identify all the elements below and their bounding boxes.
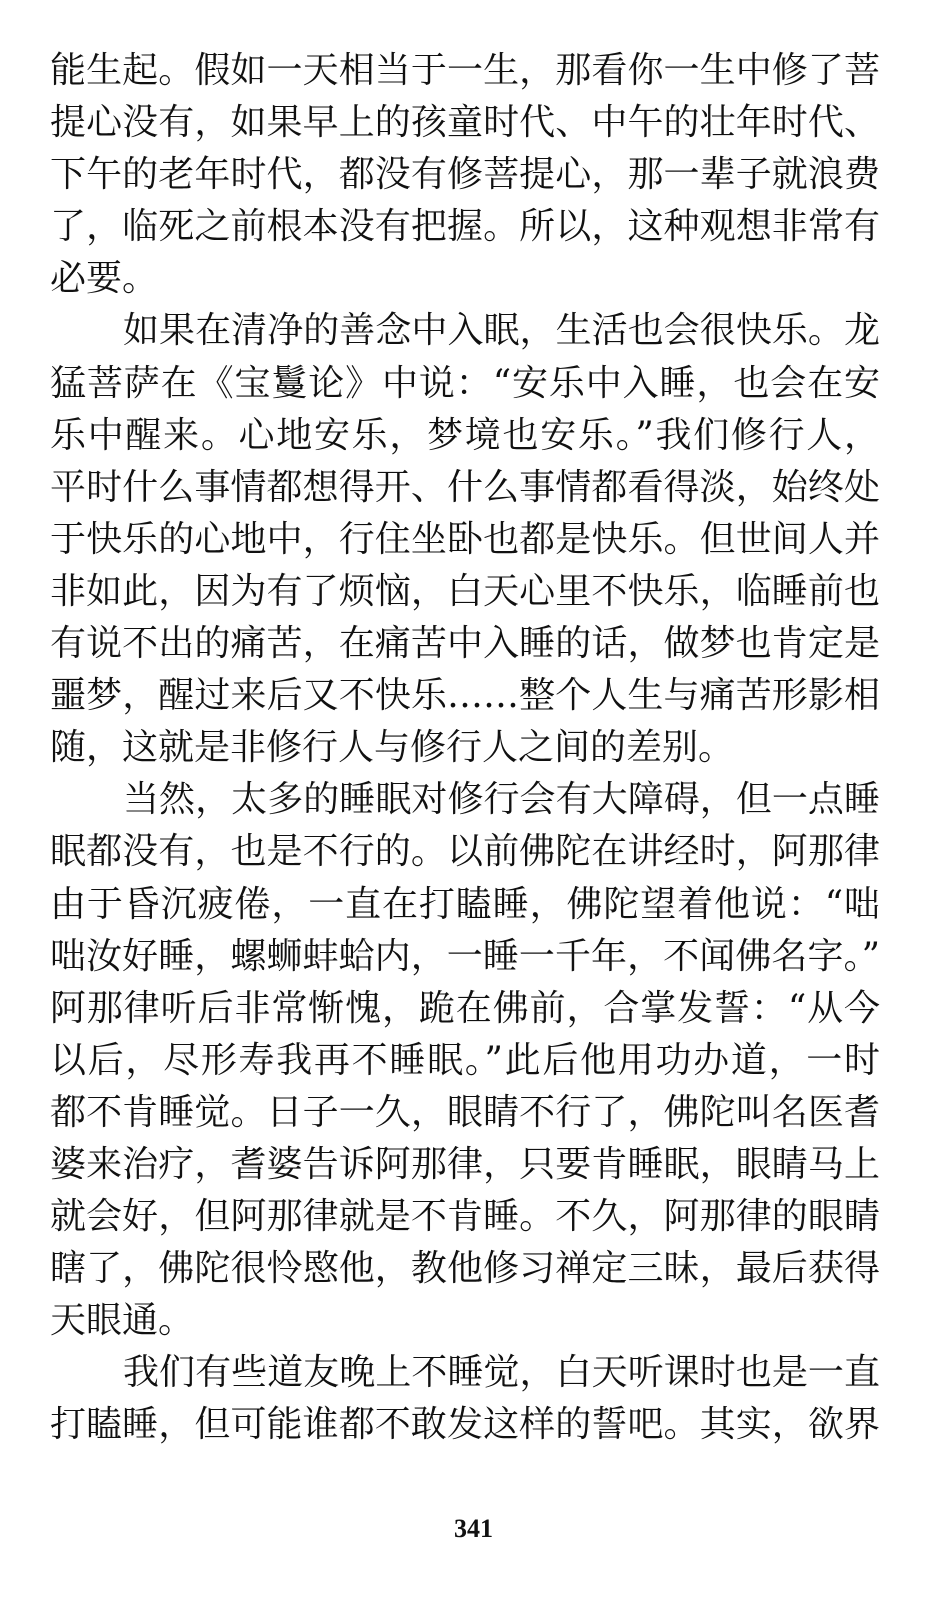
text-line: 当然，太多的睡眠对修行会有大障碍，但一点睡 bbox=[123, 779, 880, 821]
paragraph bbox=[50, 45, 880, 305]
text-line: 下午的老年时代，都没有修菩提心，那一辈子就浪费 bbox=[50, 154, 880, 196]
text-line: 瞎了，佛陀很怜愍他，教他修习禅定三昧，最后获得 bbox=[50, 1248, 880, 1290]
text-line: 于快乐的心地中，行住坐卧也都是快乐。但世间人并 bbox=[50, 518, 880, 560]
text-line: 都不肯睡觉。日子一久，眼睛不行了，佛陀叫名医耆 bbox=[50, 1091, 880, 1133]
paragraph bbox=[50, 1347, 880, 1451]
text-line: 随，这就是非修行人与修行人之间的差别。 bbox=[50, 727, 735, 769]
text-line: 咄汝好睡，螺蛳蚌蛤内，一睡一千年，不闻佛名字。” bbox=[50, 935, 880, 977]
text-line: 噩梦，醒过来后又不快乐……整个人生与痛苦形影相 bbox=[50, 675, 880, 717]
paragraph bbox=[50, 305, 880, 774]
paragraph bbox=[50, 774, 880, 1347]
body-text bbox=[50, 45, 880, 1452]
text-line: 必要。 bbox=[50, 258, 159, 300]
text-line: 有说不出的痛苦，在痛苦中入睡的话，做梦也肯定是 bbox=[50, 623, 880, 665]
text-line: 非如此，因为有了烦恼，白天心里不快乐，临睡前也 bbox=[50, 570, 880, 612]
text-line: 就会好，但阿那律就是不肯睡。不久，阿那律的眼睛 bbox=[50, 1196, 880, 1238]
text-line: 如果在清净的善念中入眠，生活也会很快乐。龙 bbox=[123, 310, 880, 352]
text-line: 提心没有，如果早上的孩童时代、中午的壮年时代、 bbox=[50, 102, 880, 144]
text-line: 乐中醒来。心地安乐，梦境也安乐。”我们修行人， bbox=[50, 414, 880, 456]
text-line: 以后，尽形寿我再不睡眠。”此后他用功办道，一时 bbox=[50, 1039, 880, 1081]
text-line: 猛菩萨在《宝鬘论》中说：“安乐中入睡，也会在安 bbox=[50, 362, 880, 404]
text-line: 平时什么事情都想得开、什么事情都看得淡，始终处 bbox=[50, 466, 880, 508]
text-line: 由于昏沉疲倦，一直在打瞌睡，佛陀望着他说：“咄 bbox=[50, 883, 880, 925]
text-line: 婆来治疗，耆婆告诉阿那律，只要肯睡眠，眼睛马上 bbox=[50, 1143, 880, 1185]
text-line: 了，临死之前根本没有把握。所以，这种观想非常有 bbox=[50, 206, 880, 248]
page-number: 341 bbox=[454, 1514, 493, 1543]
text-line: 阿那律听后非常惭愧，跪在佛前，合掌发誓：“从今 bbox=[50, 987, 880, 1029]
text-line: 眠都没有，也是不行的。以前佛陀在讲经时，阿那律 bbox=[50, 831, 880, 873]
text-line: 天眼通。 bbox=[50, 1300, 195, 1342]
text-line: 打瞌睡，但可能谁都不敢发这样的誓吧。其实，欲界 bbox=[50, 1404, 880, 1446]
text-line: 我们有些道友晚上不睡觉，白天听课时也是一直 bbox=[123, 1352, 880, 1394]
text-line: 能生起。假如一天相当于一生，那看你一生中修了菩 bbox=[50, 50, 880, 91]
